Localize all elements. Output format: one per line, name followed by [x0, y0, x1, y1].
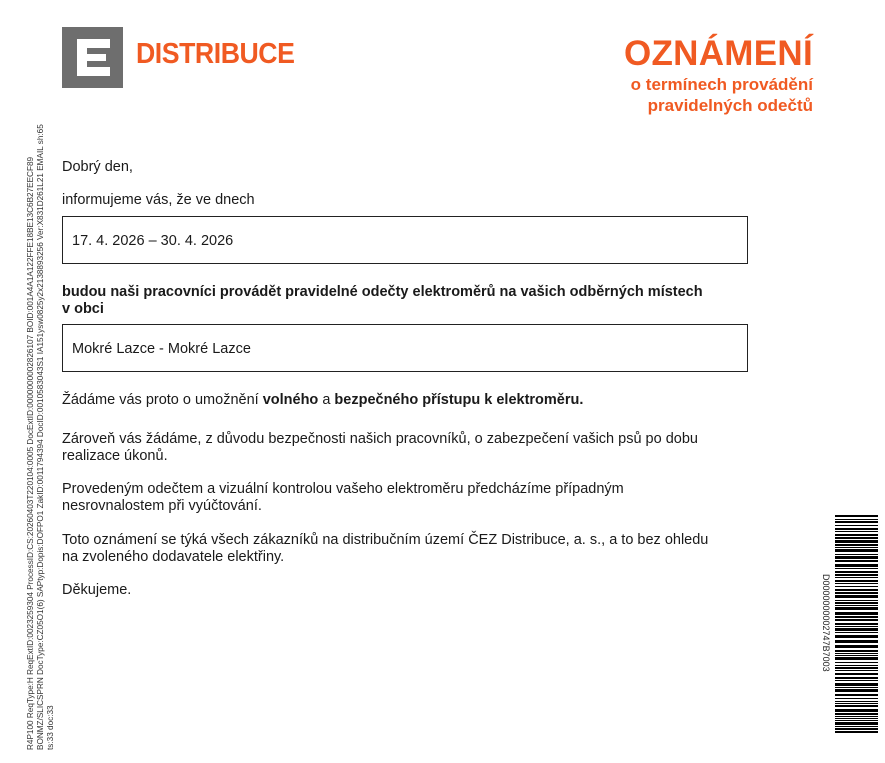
title-block [624, 34, 813, 116]
intro-text: informujeme vás, že ve dnech [62, 192, 255, 208]
page-subtitle-line1: o termínech provádění [630, 75, 813, 94]
scope-line2: na zvoleného dodavatele elektřiny. [62, 549, 285, 565]
barcode-number: D0000000002747B7003 [821, 574, 831, 672]
thanks: Děkujeme. [62, 582, 132, 598]
statement-line1: budou naši pracovníci provádět pravidelné odečty elektroměrů na vašich odběrných místech [62, 284, 703, 300]
greeting: Dobrý den, [62, 159, 133, 175]
check-line1: Provedeným odečtem a vizuální kontrolou vašeho elektroměru předcházíme případným [62, 481, 624, 497]
side-code-line1: R4P100 ReqType:H ReqExtID:0023259304 ProcessID:CS:20260403T220104:0005 DocExtID:0000000002826107 BOID:001A4A1A122FFE18BE13C6B27EECF89 [26, 156, 35, 750]
page-title: OZNÁMENÍ [623, 34, 813, 73]
request-paragraph [62, 391, 752, 409]
date-range: 17. 4. 2026 – 30. 4. 2026 [72, 233, 234, 249]
brand-name: DISTRIBUCE [136, 38, 295, 70]
scope-line1: Toto oznámení se týká všech zákazníků na distribučním území ČEZ Distribuce, a. s., a to bez ohledu [62, 532, 709, 548]
request-bold-safe-access: bezpečného přístupu k elektroměru. [334, 392, 584, 408]
location-box [62, 324, 748, 372]
request-text-and: a [318, 392, 335, 408]
barcode-icon [835, 515, 878, 733]
statement-line2: v obci [62, 301, 104, 317]
date-range-box [62, 216, 748, 264]
request-bold-free: volného [262, 392, 319, 408]
side-code-line2: BONMZ/SLICSPRN DocType:CZ05O1(6) SAPtyp:Dopis:DOFPO1 ZakID:0011794394 DocID:0010583043S1 IA151ysw0825y2x2138893256 Ver:X831D261L21 EMAIL sh:65 [36, 124, 45, 750]
location: Mokré Lazce - Mokré Lazce [72, 341, 251, 357]
dogs-line1: Zároveň vás žádáme, z důvodu bezpečnosti našich pracovníků, o zabezpečení vašich psů po dobu [62, 431, 698, 447]
side-document-code [26, 60, 56, 750]
page-subtitle-line2: pravidelných odečtů [647, 96, 813, 115]
request-text: Žádáme vás proto o umožnění [62, 392, 263, 408]
side-code-line3: ts:33 doc:33 [46, 705, 55, 750]
check-line2: nesrovnalostem při vyúčtování. [62, 498, 262, 514]
dogs-line2: realizace úkonů. [62, 448, 168, 464]
cez-logo-icon [62, 27, 123, 88]
